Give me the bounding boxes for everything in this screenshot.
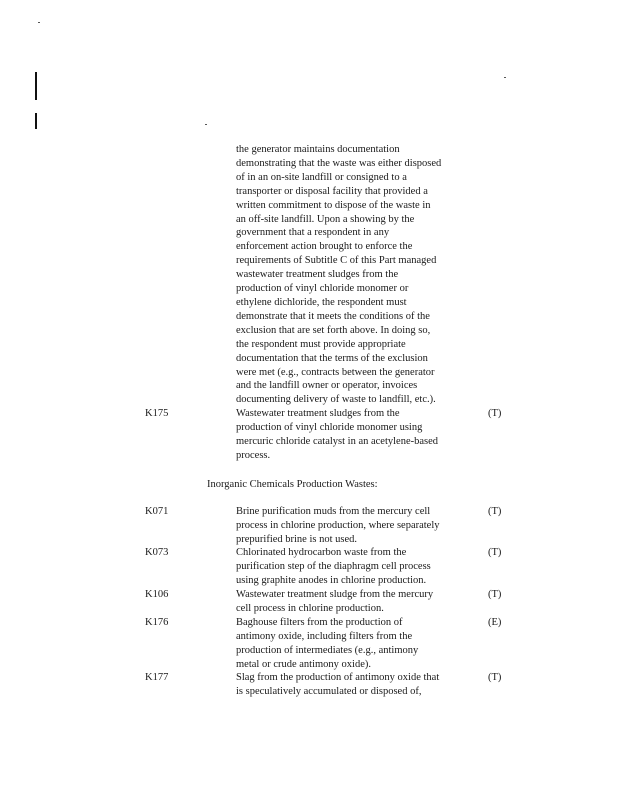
continuation-paragraph [236, 143, 486, 407]
text-line: Wastewater treatment sludge from the mercury [236, 589, 434, 600]
text-line: using graphite anodes in chlorine production. [236, 574, 427, 586]
hazard-code: (T) [488, 547, 502, 558]
text-line: the respondent must provide appropriate [236, 338, 406, 350]
hazard-code: (T) [488, 506, 502, 517]
waste-description [236, 671, 486, 699]
text-line: Slag from the production of antimony oxide that [236, 672, 440, 683]
text-line: of in an on-site landfill or consigned to a [236, 171, 407, 183]
speck-mark [504, 77, 506, 78]
margin-bar-mark [35, 72, 37, 100]
text-line: is speculatively accumulated or disposed of, [236, 685, 422, 697]
waste-code: K073 [145, 547, 169, 558]
hazard-code: (T) [488, 672, 502, 683]
waste-description [236, 616, 486, 672]
text-line: Brine purification muds from the mercury cell [236, 506, 431, 517]
text-line: mercuric chloride catalyst in an acetylene-based [236, 435, 439, 447]
waste-code: K176 [145, 617, 169, 628]
text-line: process in chlorine production, where separately [236, 519, 440, 531]
text-line: cell process in chlorine production. [236, 602, 384, 614]
text-line: Wastewater treatment sludges from the [236, 408, 400, 419]
waste-code: K071 [145, 506, 169, 517]
speck-mark [205, 124, 207, 125]
waste-code: K175 [145, 408, 169, 419]
text-line: the generator maintains documentation [236, 144, 400, 155]
text-line: transporter or disposal facility that provided a [236, 185, 428, 197]
section-heading: Inorganic Chemicals Production Wastes: [207, 479, 378, 490]
text-line: ethylene dichloride, the respondent must [236, 296, 407, 308]
waste-code: K106 [145, 589, 169, 600]
text-line: antimony oxide, including filters from the [236, 630, 413, 642]
text-line: wastewater treatment sludges from the [236, 269, 399, 281]
text-line: an off-site landfill. Upon a showing by the [236, 213, 415, 225]
waste-description [236, 407, 486, 463]
text-line: requirements of Subtitle C of this Part managed [236, 255, 437, 267]
text-line: process. [236, 449, 271, 461]
text-line: enforcement action brought to enforce the [236, 241, 413, 253]
text-line: production of intermediates (e.g., antimony [236, 644, 419, 656]
text-line: exclusion that are set forth above. In doing so, [236, 324, 431, 336]
waste-description [236, 546, 486, 588]
text-line: and the landfill owner or operator, invoices [236, 380, 418, 392]
waste-description [236, 588, 486, 616]
text-line: production of vinyl chloride monomer or [236, 283, 409, 295]
margin-tick-mark [35, 113, 37, 129]
hazard-code: (T) [488, 408, 502, 419]
text-line: government that a respondent in any [236, 227, 390, 239]
text-line: written commitment to dispose of the waste in [236, 199, 431, 211]
text-line: documenting delivery of waste to landfill, etc.). [236, 394, 436, 406]
text-line: Chlorinated hydrocarbon waste from the [236, 547, 407, 558]
hazard-code: (E) [488, 617, 502, 628]
speck-mark [38, 22, 40, 23]
text-line: production of vinyl chloride monomer using [236, 421, 423, 433]
text-line: were met (e.g., contracts between the generator [236, 366, 435, 378]
text-line: purification step of the diaphragm cell process [236, 560, 431, 572]
text-line: demonstrate that it meets the conditions of the [236, 310, 430, 322]
text-line: prepurified brine is not used. [236, 533, 358, 545]
text-line: metal or crude antimony oxide). [236, 658, 371, 670]
text-line: demonstrating that the waste was either disposed [236, 157, 442, 169]
text-line: documentation that the terms of the exclusion [236, 352, 428, 364]
hazard-code: (T) [488, 589, 502, 600]
text-line: Baghouse filters from the production of [236, 617, 403, 628]
waste-code: K177 [145, 672, 169, 683]
waste-description [236, 505, 486, 547]
